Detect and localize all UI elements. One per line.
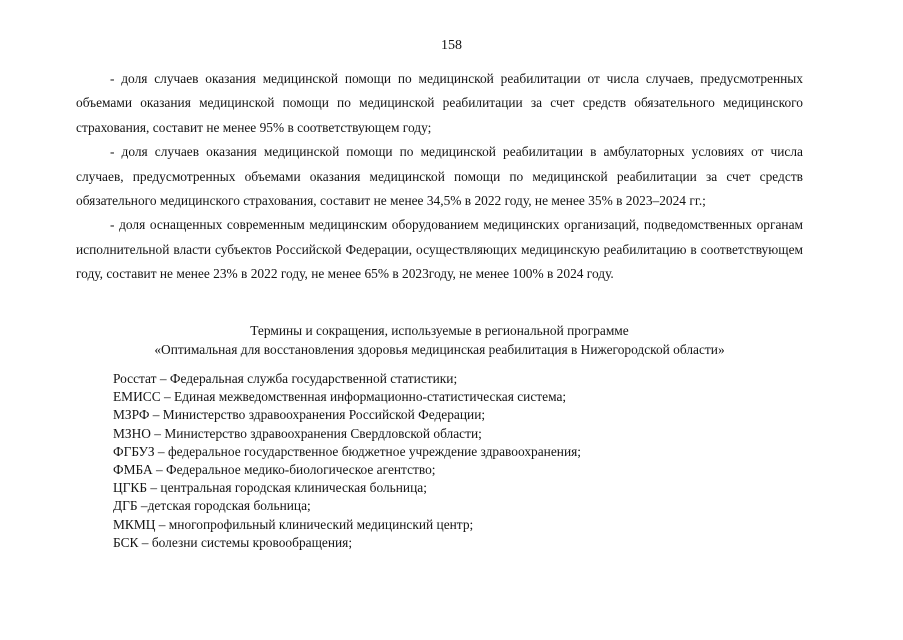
heading-line-1: Термины и сокращения, используемые в региональной программе [250,323,629,338]
paragraph-equipped-organizations-share: - доля оснащенных современным медицинским оборудованием медицинских организаций, подведомственных органам исполнительной власти субъектов Российской Федерации, осуществляющих медицинскую реабилитацию в соответствующем году, составит не менее 23% в 2022 году, не менее 65% в 2023году, не менее 100% в 2024 году. [76,217,803,282]
heading-line-2: «Оптимальная для восстановления здоровья медицинская реабилитация в Нижегородской области» [154,342,725,357]
term-item-mzno: МЗНО – Министерство здравоохранения Свердловской области; [113,425,482,441]
paragraph-rehab-share-outpatient: - доля случаев оказания медицинской помощи по медицинской реабилитации в амбулаторных условиях от числа случаев, предусмотренных объемами оказания медицинской помощи по медицинской реабилитации за счет средств обязательного медицинского страхования, составит не менее 34,5% в 2022 году, не менее 35% в 2023–2024 гг.; [76,144,803,209]
page-number: 158 [441,38,462,53]
term-item-mkmc: МКМЦ – многопрофильный клинический медицинский центр; [113,516,474,532]
term-item-rosstat: Росстат – Федеральная служба государственной статистики; [113,371,458,386]
terms-section-heading [76,321,803,359]
term-item-emiss: ЕМИСС – Единая межведомственная информационно-статистическая система; [113,389,567,405]
term-item-mzrf: МЗРФ – Министерство здравоохранения Российской Федерации; [113,407,486,423]
terms-list [113,370,803,552]
term-item-fgbuz: ФГБУЗ – федеральное государственное бюджетное учреждение здравоохранения; [113,443,582,459]
term-item-cgkb: ЦГКБ – центральная городская клиническая больница; [113,480,427,496]
term-item-fmba: ФМБА – Федеральное медико-биологическое агентство; [113,462,436,478]
term-item-bsk: БСК – болезни системы кровообращения; [113,534,353,550]
body-text [76,67,803,287]
paragraph-rehab-share-oms: - доля случаев оказания медицинской помощи по медицинской реабилитации от числа случаев, предусмотренных объемами оказания медицинской помощи по медицинской реабилитации за счет средств обязательного медицинского страхования, составит не менее 95% в соответствующем году; [76,71,803,135]
term-item-dgb: ДГБ –детская городская больница; [113,498,311,514]
